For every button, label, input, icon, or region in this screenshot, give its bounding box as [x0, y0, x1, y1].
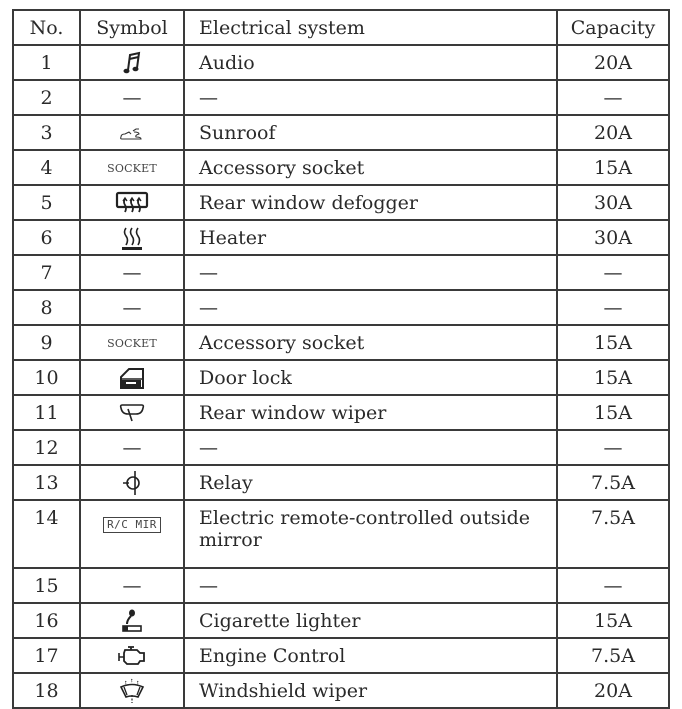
row-capacity: 15A — [557, 395, 669, 430]
row-no: 3 — [13, 115, 80, 150]
row-capacity: 7.5A — [557, 465, 669, 500]
table-row — [13, 430, 669, 465]
cigarette-lighter-icon — [119, 609, 145, 631]
row-no: 14 — [13, 500, 80, 568]
sunroof-car-icon — [119, 122, 145, 144]
row-capacity: 20A — [557, 673, 669, 708]
row-system: — — [184, 255, 557, 290]
table-row — [13, 500, 669, 568]
row-capacity: 30A — [557, 185, 669, 220]
row-system: Heater — [184, 220, 557, 255]
header-row — [13, 10, 669, 45]
row-no: 9 — [13, 325, 80, 360]
header-system: Electrical system — [184, 10, 557, 45]
row-symbol — [80, 220, 184, 255]
row-symbol — [80, 500, 184, 568]
row-symbol — [80, 115, 184, 150]
row-no: 11 — [13, 395, 80, 430]
fuse-table — [12, 9, 670, 709]
table-row — [13, 150, 669, 185]
table-row — [13, 185, 669, 220]
row-system: — — [184, 568, 557, 603]
header-no: No. — [13, 10, 80, 45]
row-symbol — [80, 325, 184, 360]
row-system: Rear window wiper — [184, 395, 557, 430]
row-symbol — [80, 150, 184, 185]
row-system: — — [184, 80, 557, 115]
row-no: 12 — [13, 430, 80, 465]
row-symbol — [80, 45, 184, 80]
row-capacity: 15A — [557, 360, 669, 395]
row-no: 15 — [13, 568, 80, 603]
row-capacity: — — [557, 255, 669, 290]
row-no: 16 — [13, 603, 80, 638]
row-no: 1 — [13, 45, 80, 80]
table-row — [13, 465, 669, 500]
row-capacity: 7.5A — [557, 500, 669, 568]
relay-icon — [120, 471, 144, 493]
door-lock-icon — [118, 366, 146, 388]
table-row — [13, 568, 669, 603]
socket-label: SOCKET — [107, 337, 157, 350]
row-symbol — [80, 185, 184, 220]
row-capacity: — — [557, 80, 669, 115]
row-capacity: 7.5A — [557, 638, 669, 673]
row-system: Cigarette lighter — [184, 603, 557, 638]
table-row — [13, 220, 669, 255]
rear-defogger-icon — [115, 191, 149, 213]
rear-wiper-icon — [118, 401, 146, 423]
row-system: Relay — [184, 465, 557, 500]
header-symbol: Symbol — [80, 10, 184, 45]
row-capacity: 15A — [557, 603, 669, 638]
row-symbol: — — [80, 568, 184, 603]
row-capacity: — — [557, 290, 669, 325]
table-row — [13, 290, 669, 325]
row-symbol — [80, 465, 184, 500]
windshield-wiper-icon — [118, 679, 146, 701]
row-no: 7 — [13, 255, 80, 290]
row-no: 2 — [13, 80, 80, 115]
row-no: 17 — [13, 638, 80, 673]
row-system: Electric remote-controlled outside mirror — [184, 500, 557, 568]
row-capacity: 15A — [557, 325, 669, 360]
row-no: 6 — [13, 220, 80, 255]
row-capacity: — — [557, 568, 669, 603]
table-row — [13, 603, 669, 638]
row-system: Accessory socket — [184, 150, 557, 185]
table-row — [13, 638, 669, 673]
row-system: Rear window defogger — [184, 185, 557, 220]
table-row — [13, 80, 669, 115]
row-capacity: 30A — [557, 220, 669, 255]
row-capacity: 20A — [557, 115, 669, 150]
row-symbol: — — [80, 290, 184, 325]
table-row — [13, 45, 669, 80]
row-symbol — [80, 360, 184, 395]
engine-icon — [116, 644, 148, 666]
row-system: Door lock — [184, 360, 557, 395]
row-capacity: — — [557, 430, 669, 465]
row-no: 13 — [13, 465, 80, 500]
row-system: — — [184, 430, 557, 465]
row-no: 18 — [13, 673, 80, 708]
row-system: Windshield wiper — [184, 673, 557, 708]
row-system: Audio — [184, 45, 557, 80]
row-no: 8 — [13, 290, 80, 325]
socket-label: SOCKET — [107, 162, 157, 175]
row-no: 5 — [13, 185, 80, 220]
row-symbol — [80, 638, 184, 673]
table-row — [13, 115, 669, 150]
table-row — [13, 360, 669, 395]
row-system: Accessory socket — [184, 325, 557, 360]
row-symbol: — — [80, 255, 184, 290]
table-row — [13, 395, 669, 430]
music-note-icon — [123, 51, 141, 73]
row-capacity: 15A — [557, 150, 669, 185]
header-capacity: Capacity — [557, 10, 669, 45]
row-system: Engine Control — [184, 638, 557, 673]
row-symbol — [80, 603, 184, 638]
row-capacity: 20A — [557, 45, 669, 80]
row-no: 10 — [13, 360, 80, 395]
rc-mir-label: R/C MIR — [103, 517, 161, 533]
table-row — [13, 325, 669, 360]
row-symbol — [80, 395, 184, 430]
row-symbol: — — [80, 80, 184, 115]
row-symbol: — — [80, 430, 184, 465]
heater-icon — [119, 226, 145, 248]
row-no: 4 — [13, 150, 80, 185]
row-system: Sunroof — [184, 115, 557, 150]
row-system: — — [184, 290, 557, 325]
table-row — [13, 255, 669, 290]
